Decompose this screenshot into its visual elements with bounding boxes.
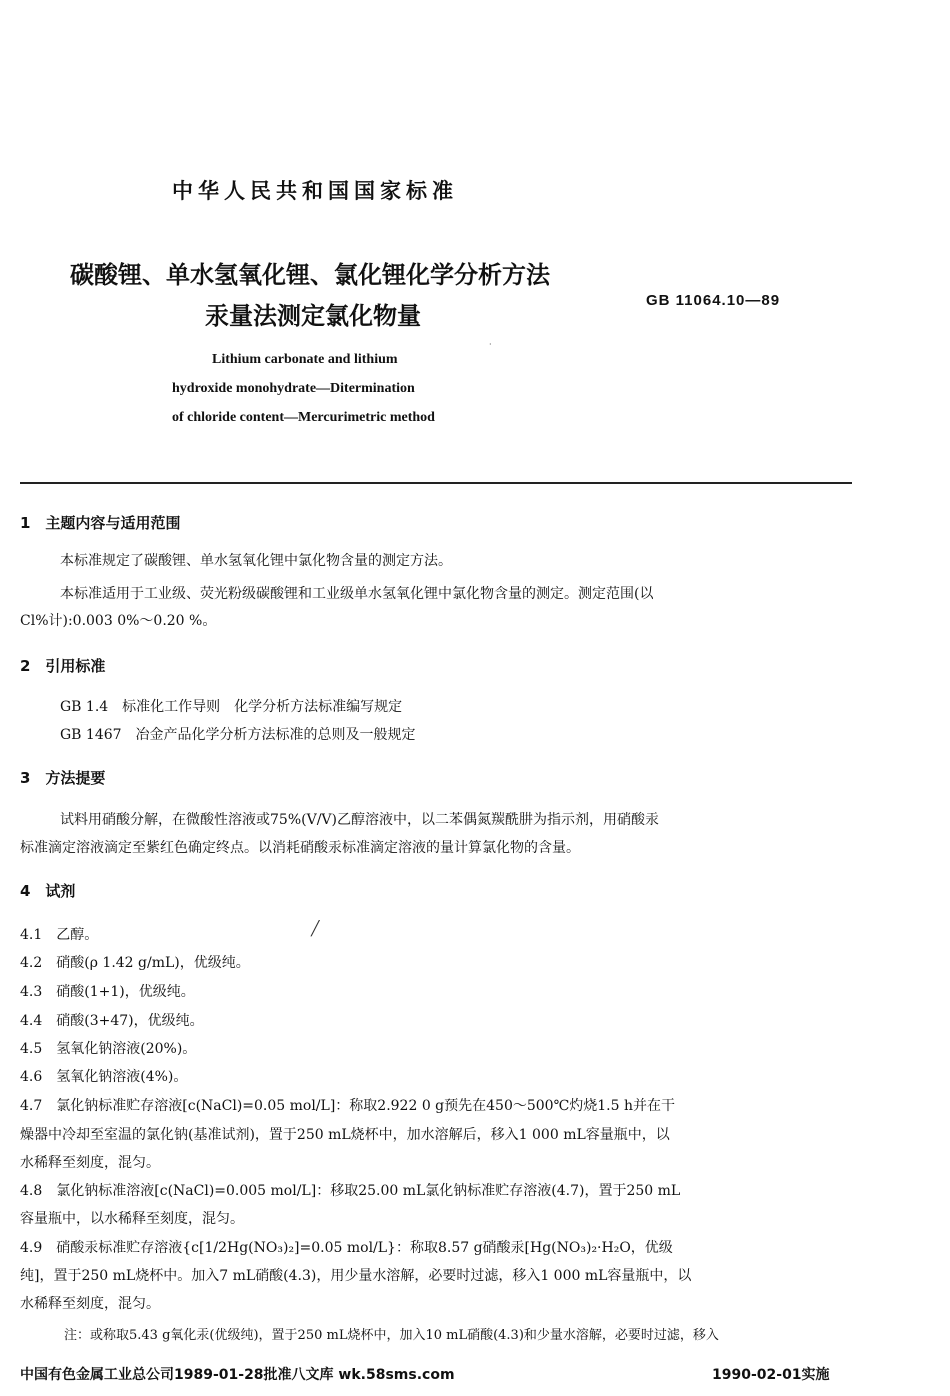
reference-gb1467: GB 1467 冶金产品化学分析方法标准的总则及一般规定 bbox=[60, 727, 416, 743]
document-title-line2: 汞量法测定氯化物量 bbox=[205, 302, 421, 330]
section1-para1: 本标准规定了碳酸锂、单水氢氧化锂中氯化物含量的测定方法。 bbox=[60, 553, 452, 569]
english-title-line1: Lithium carbonate and lithium bbox=[212, 352, 398, 367]
gb-standard-code: GB 11064.10—89 bbox=[646, 292, 781, 309]
reagent-4-7-line2: 燥器中冷却至室温的氯化钠(基准试剂)，置于250 mL烧杯中，加水溶解后，移入1 000 mL容量瓶中，以 bbox=[20, 1127, 670, 1143]
reagent-4-9-line1: 4.9 硝酸汞标准贮存溶液{c[1/2Hg(NO₃)₂]=0.05 mol/L}：称取8.57 g硝酸汞[Hg(NO₃)₂·H₂O，优级 bbox=[20, 1240, 673, 1256]
reference-gb1-4: GB 1.4 标准化工作导则 化学分析方法标准编写规定 bbox=[60, 699, 403, 715]
section3-para-line2: 标准滴定溶液滴定至紫红色确定终点。以消耗硝酸汞标准滴定溶液的量计算氯化物的含量。 bbox=[20, 840, 580, 856]
reagent-4-3: 4.3 硝酸(1+1)，优级纯。 bbox=[20, 984, 195, 1000]
section1-para2-line1: 本标准适用于工业级、荧光粉级碳酸锂和工业级单水氢氧化锂中氯化物含量的测定。测定范围(以 bbox=[60, 586, 654, 602]
reagent-4-7-line3: 水稀释至刻度，混匀。 bbox=[20, 1155, 160, 1171]
document-title-line1: 碳酸锂、单水氢氧化锂、氯化锂化学分析方法 bbox=[70, 261, 550, 289]
reagent-note: 注：或称取5.43 g氧化汞(优级纯)，置于250 mL烧杯中，加入10 mL硝酸(4.3)和少量水溶解，必要时过滤，移入 bbox=[64, 1328, 719, 1343]
section3-heading: 3 方法提要 bbox=[20, 769, 106, 787]
english-title-line2: hydroxide monohydrate—Ditermination bbox=[172, 381, 415, 396]
section4-heading: 4 试剂 bbox=[20, 882, 76, 900]
implementation-date: 1990-02-01实施 bbox=[712, 1367, 830, 1383]
section2-heading: 2 引用标准 bbox=[20, 657, 106, 675]
reagent-4-9-line3: 水稀释至刻度，混匀。 bbox=[20, 1296, 160, 1312]
english-title-line3: of chloride content—Mercurimetric method bbox=[172, 410, 435, 425]
scan-speck: · bbox=[489, 340, 492, 349]
reagent-4-7-line1: 4.7 氯化钠标准贮存溶液[c(NaCl)=0.05 mol/L]：称取2.922 0 g预先在450～500℃灼烧1.5 h并在干 bbox=[20, 1098, 675, 1114]
reagent-4-5: 4.5 氢氧化钠溶液(20%)。 bbox=[20, 1041, 197, 1057]
scan-mark: ╱ bbox=[311, 921, 320, 937]
reagent-4-6: 4.6 氢氧化钠溶液(4%)。 bbox=[20, 1069, 188, 1085]
reagent-4-2: 4.2 硝酸(ρ 1.42 g/mL)，优级纯。 bbox=[20, 955, 250, 971]
reagent-4-8-line1: 4.8 氯化钠标准溶液[c(NaCl)=0.005 mol/L]：移取25.00 mL氯化钠标准贮存溶液(4.7)，置于250 mL bbox=[20, 1183, 681, 1199]
reagent-4-8-line2: 容量瓶中，以水稀释至刻度，混匀。 bbox=[20, 1211, 244, 1227]
header-divider bbox=[20, 482, 852, 484]
reagent-4-1: 4.1 乙醇。 bbox=[20, 927, 99, 943]
national-standard-heading: 中华人民共和国国家标准 bbox=[172, 179, 458, 203]
section1-heading: 1 主题内容与适用范围 bbox=[20, 514, 181, 532]
approval-footer: 中国有色金属工业总公司1989-01-28批准八文库 wk.58sms.com bbox=[20, 1367, 455, 1383]
reagent-4-4: 4.4 硝酸(3+47)，优级纯。 bbox=[20, 1013, 204, 1029]
reagent-4-9-line2: 纯]，置于250 mL烧杯中。加入7 mL硝酸(4.3)，用少量水溶解，必要时过滤，移入1 000 mL容量瓶中，以 bbox=[20, 1268, 692, 1284]
section3-para-line1: 试料用硝酸分解，在微酸性溶液或75%(V/V)乙醇溶液中，以二苯偶氮羰酰肼为指示剂，用硝酸汞 bbox=[60, 812, 659, 828]
section1-para2-line2: Cl%计):0.003 0%～0.20 %。 bbox=[20, 613, 217, 629]
